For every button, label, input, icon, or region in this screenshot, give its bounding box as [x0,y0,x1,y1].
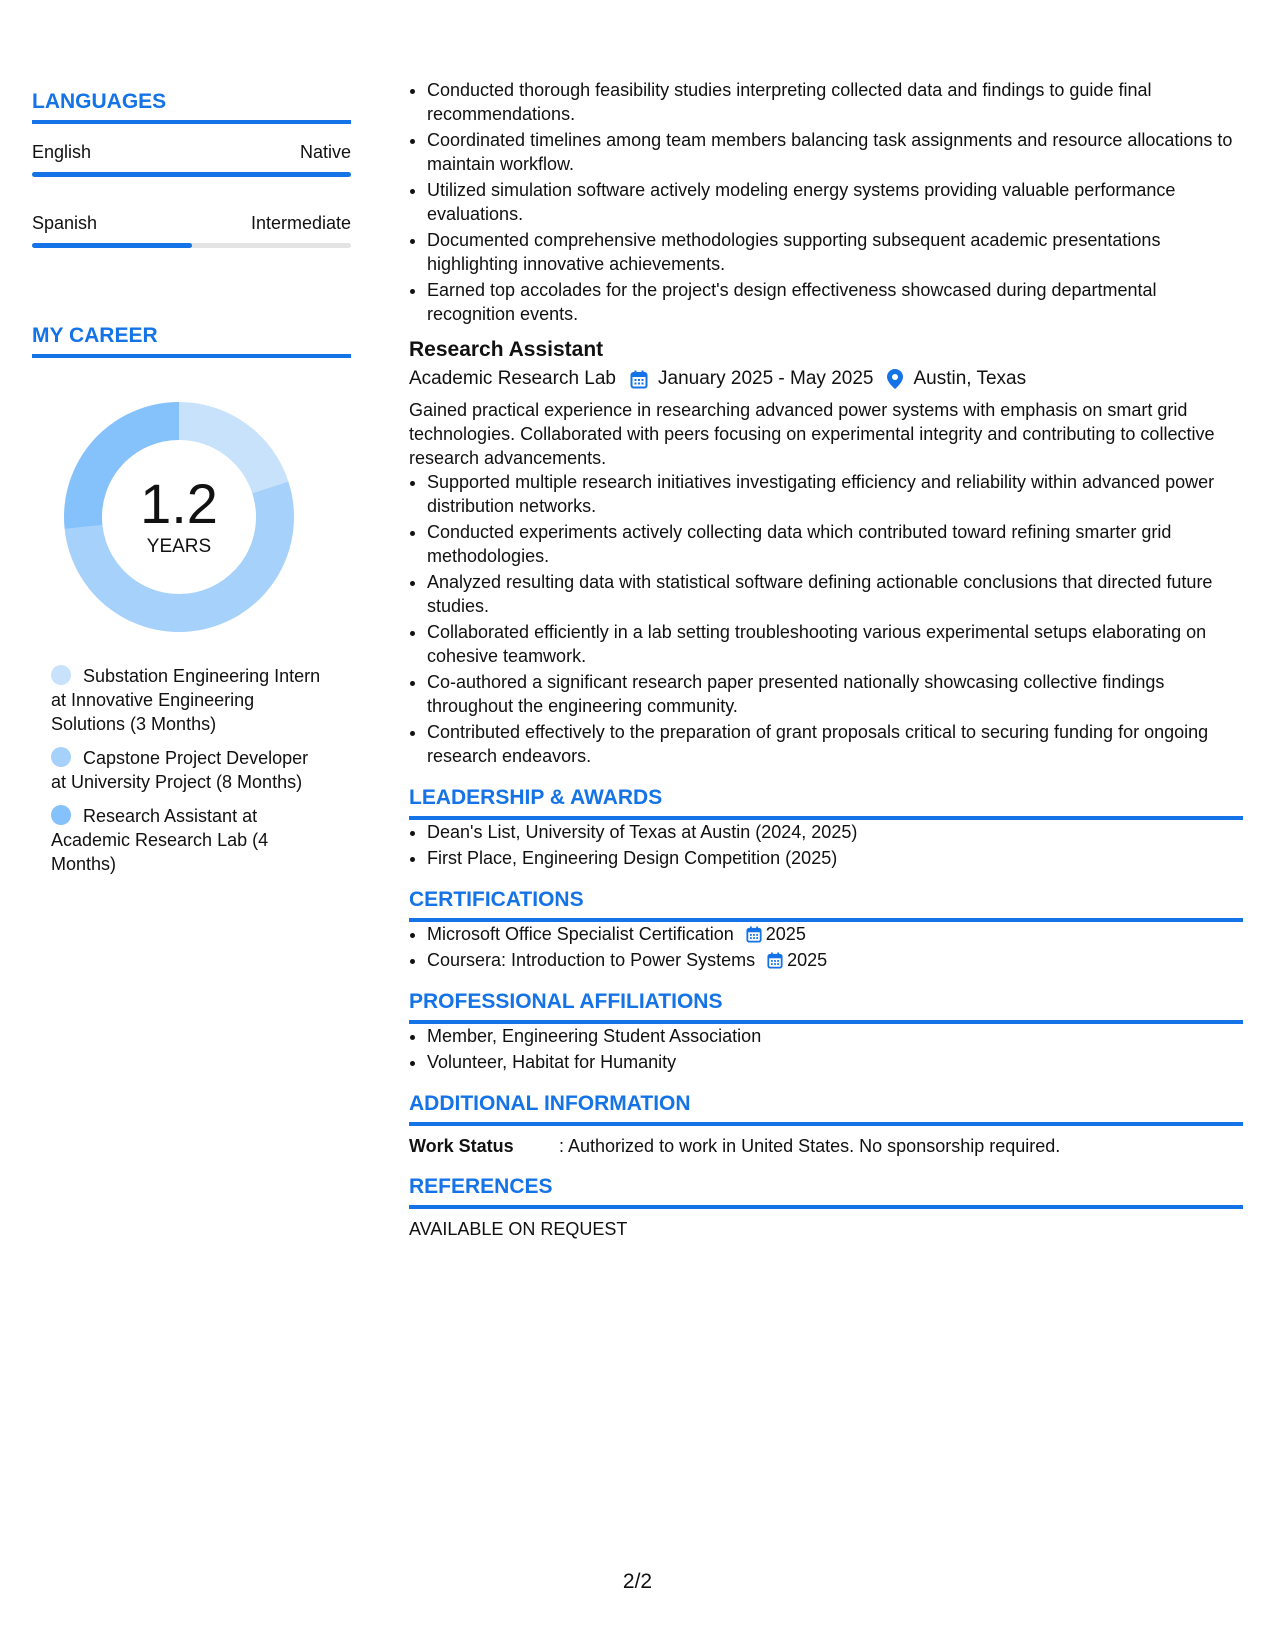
legend-label: Research Assistant at Academic Research Lab (4 Months) [51,806,269,874]
career-legend-item [51,664,326,736]
certifications-list [409,922,1243,972]
bullet-item: • Co-authored a significant research paper presented nationally showcasing collective findings throughout the engineering community. [427,670,1243,718]
language-item [32,213,351,248]
references-text: AVAILABLE ON REQUEST [409,1219,628,1239]
job-meta [409,368,1243,390]
page-number: 2/2 [622,1570,653,1593]
bullet-item: • Documented comprehensive methodologies supporting subsequent academic presentations highlighting innovative achievements. [427,228,1243,276]
legend-color-dot [51,805,71,825]
bullet-item: • Utilized simulation software actively modeling energy systems providing valuable performance evaluations. [427,178,1243,226]
job-location: Austin, Texas [913,368,1027,389]
previous-job-bullets [409,78,1243,326]
language-proficiency-bar [32,172,351,177]
bullet-item: • Supported multiple research initiatives investigating efficiency and reliability within advanced power distribution networks. [427,470,1243,518]
career-donut-chart [64,402,294,632]
certification-year: 2025 [765,924,806,944]
legend-color-dot [51,747,71,767]
leadership-heading: LEADERSHIP & AWARDS [409,786,1243,820]
language-proficiency-fill [32,243,192,248]
career-total-unit: YEARS [146,536,212,557]
language-item [32,142,351,177]
certifications-heading: CERTIFICATIONS [409,888,1243,922]
job-description: Gained practical experience in researching advanced power systems with emphasis on smart grid technologies. Collaborated with peers focusing on experimental integrity and contributing to collective research advancements. [409,400,1215,468]
languages-heading: LANGUAGES [32,90,351,124]
bullet-item: • Coordinated timelines among team members balancing task assignments and resource allocations to maintain workflow. [427,128,1243,176]
calendar-icon [630,370,648,389]
language-proficiency-fill [32,172,351,177]
bullet-item: • Analyzed resulting data with statistical software defining actionable conclusions that directed future studies. [427,570,1243,618]
legend-label: Capstone Project Developer at University Project (8 Months) [51,748,309,792]
language-name: English [32,142,92,162]
references-heading: REFERENCES [409,1175,1243,1209]
bullet-item: • Conducted thorough feasibility studies interpreting collected data and findings to guide final recommendations. [427,78,1243,126]
calendar-icon [767,952,783,969]
language-level: Intermediate [250,213,351,233]
job-title: Research Assistant [409,338,604,361]
certification-name: Coursera: Introduction to Power Systems [427,950,756,970]
language-proficiency-bar [32,243,351,248]
leadership-list [409,820,1243,870]
affiliations-heading: PROFESSIONAL AFFILIATIONS [409,990,1243,1024]
legend-label: Substation Engineering Intern at Innovative Engineering Solutions (3 Months) [51,666,321,734]
affiliation-item: • Member, Engineering Student Association [427,1024,1243,1048]
certification-item [427,922,1243,946]
sidebar [32,90,351,886]
career-legend-item [51,804,326,876]
job-company: Academic Research Lab [409,368,616,389]
bullet-item: • Collaborated efficiently in a lab setting troubleshooting various experimental setups elaborating on cohesive teamwork. [427,620,1243,668]
calendar-icon [746,926,762,943]
career-heading: MY CAREER [32,324,351,358]
career-legend-item [51,746,326,794]
bullet-item: • Contributed effectively to the preparation of grant proposals critical to securing funding for ongoing research endeavors. [427,720,1243,768]
language-level: Native [299,142,351,162]
certification-name: Microsoft Office Specialist Certification [427,924,734,944]
work-status-row [409,1136,1243,1157]
certification-year: 2025 [787,950,828,970]
language-name: Spanish [32,213,98,233]
career-total-years: 1.2 [140,472,218,535]
job-dates: January 2025 - May 2025 [658,368,874,389]
career-legend [51,664,326,876]
career-donut-center [64,402,294,632]
affiliation-item: • Volunteer, Habitat for Humanity [427,1050,1243,1074]
main-content [409,78,1243,1240]
certification-item [427,948,1243,972]
leadership-item: • Dean's List, University of Texas at Austin (2024, 2025) [427,820,1243,844]
map-pin-icon [887,369,903,389]
job-bullets [409,470,1243,768]
bullet-item: • Conducted experiments actively collecting data which contributed toward refining smarter grid methodologies. [427,520,1243,568]
work-status-value: : Authorized to work in United States. No sponsorship required. [559,1136,1061,1156]
leadership-item: • First Place, Engineering Design Competition (2025) [427,846,1243,870]
legend-color-dot [51,665,71,685]
work-status-label: Work Status [409,1136,514,1156]
additional-info-heading: ADDITIONAL INFORMATION [409,1092,1243,1126]
bullet-item: • Earned top accolades for the project's design effectiveness showcased during departmental recognition events. [427,278,1243,326]
affiliations-list [409,1024,1243,1074]
